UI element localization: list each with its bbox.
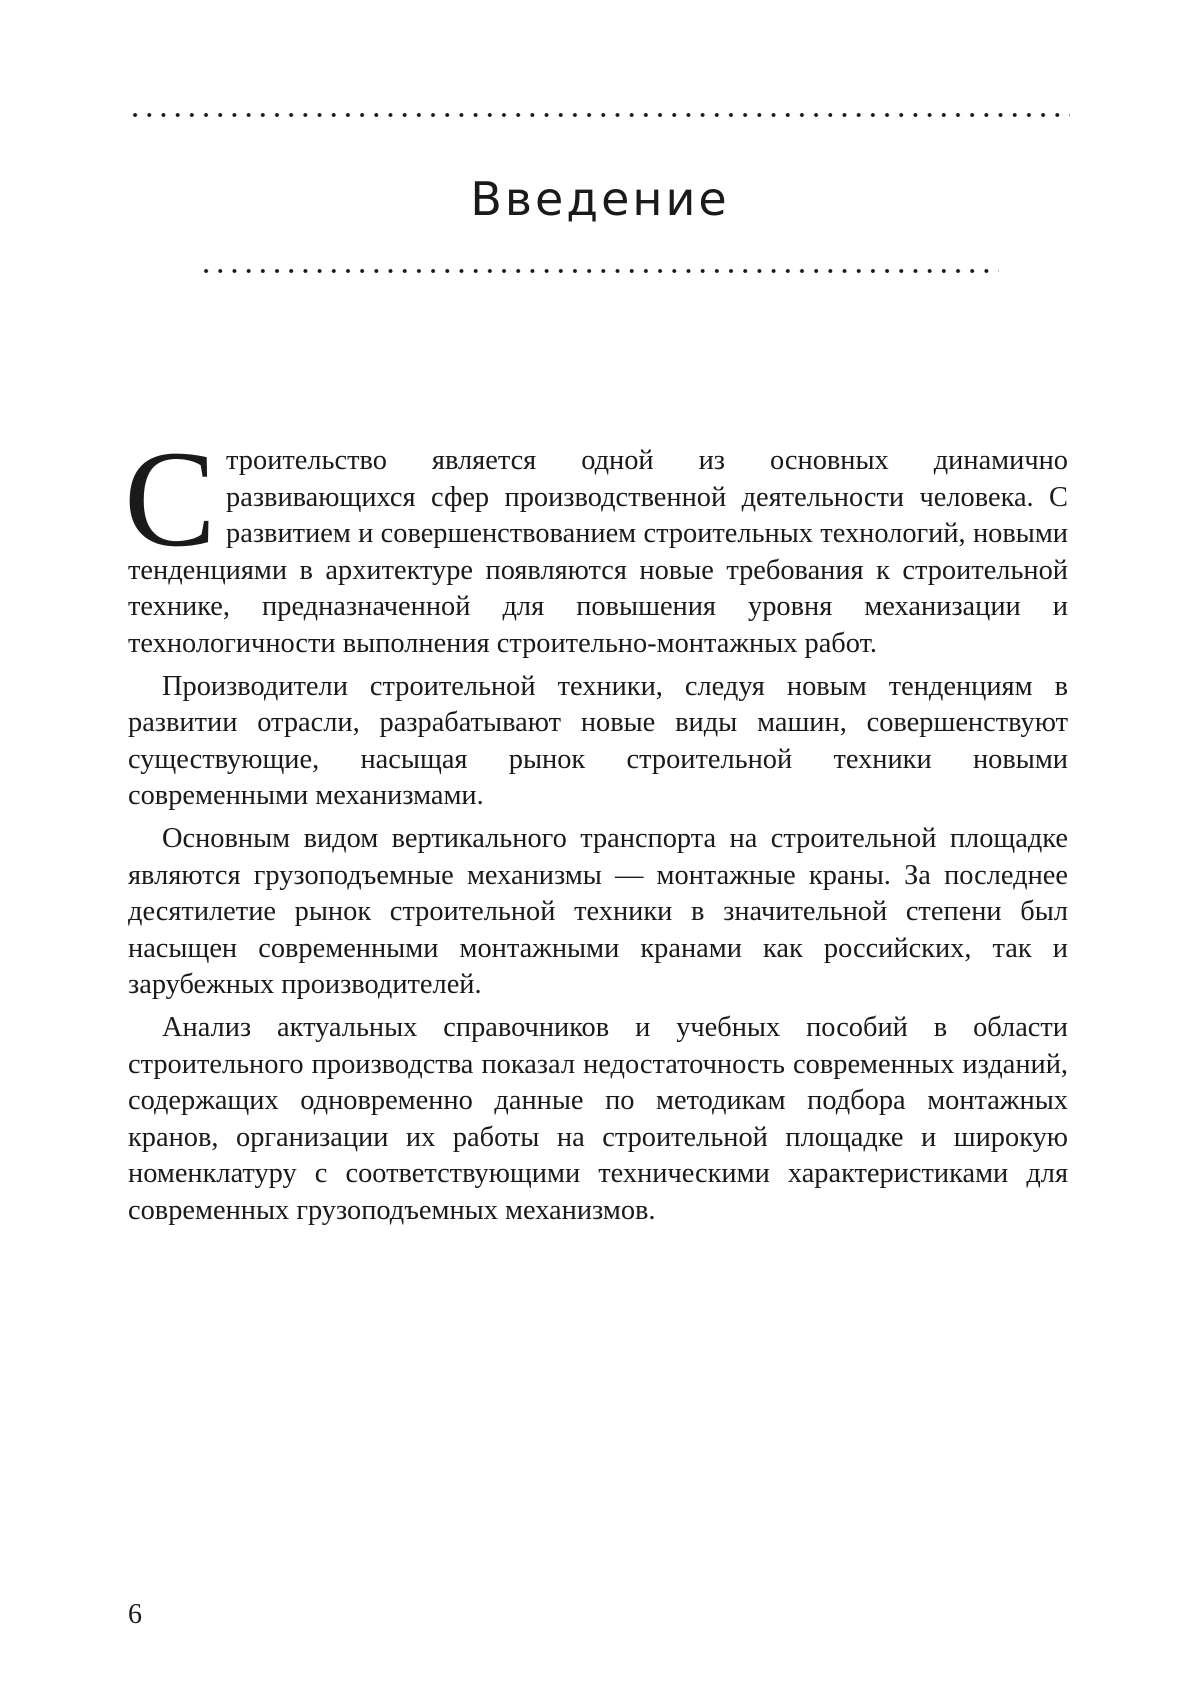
paragraph-3: Основным видом вертикального транспорта на строительной площадке являются грузоподъемные механизмы — монтажные краны. За последнее десятилетие рынок строительной техники в значительной степени был насыщен современными монтажными кранами как российских, так и зарубежных производителей. (128, 822, 1068, 1001)
paragraph-1-text: троительство является одной из основных динамично развивающихся сфер производственной деятельности человека. С развитием и совершенствованием строительных технологий, новыми тенденциями в архитектуре появляются новые требования к строительной технике, предназначенной для повышения уровня механизации и технологичности выполнения строительно-монтажных работ. (128, 445, 1068, 659)
dotted-rule-bottom (199, 268, 999, 274)
body-text (124, 422, 1068, 1235)
paragraph-1 (124, 422, 1068, 663)
paragraph-4: Анализ актуальных справочников и учебных пособий в области строительного производства показал недостаточность современных изданий, содержащих одновременно данные по методикам подбора монтажных кранов, организации их работы на строительной площадке и широкую номенклатуру с соответствующими техническими характеристиками для современных грузоподъемных механизмов. (128, 1011, 1068, 1226)
chapter-title: Введение (470, 172, 730, 226)
dotted-rule-top (128, 112, 1070, 118)
drop-cap: С (124, 422, 217, 575)
page-number: 6 (128, 1599, 142, 1630)
paragraph-2: Производители строительной техники, следуя новым тенденциям в развитии отрасли, разрабатывают новые виды машин, совершенствуют существующие, насыщая рынок строительной техники новыми современными механизмами. (128, 670, 1068, 812)
